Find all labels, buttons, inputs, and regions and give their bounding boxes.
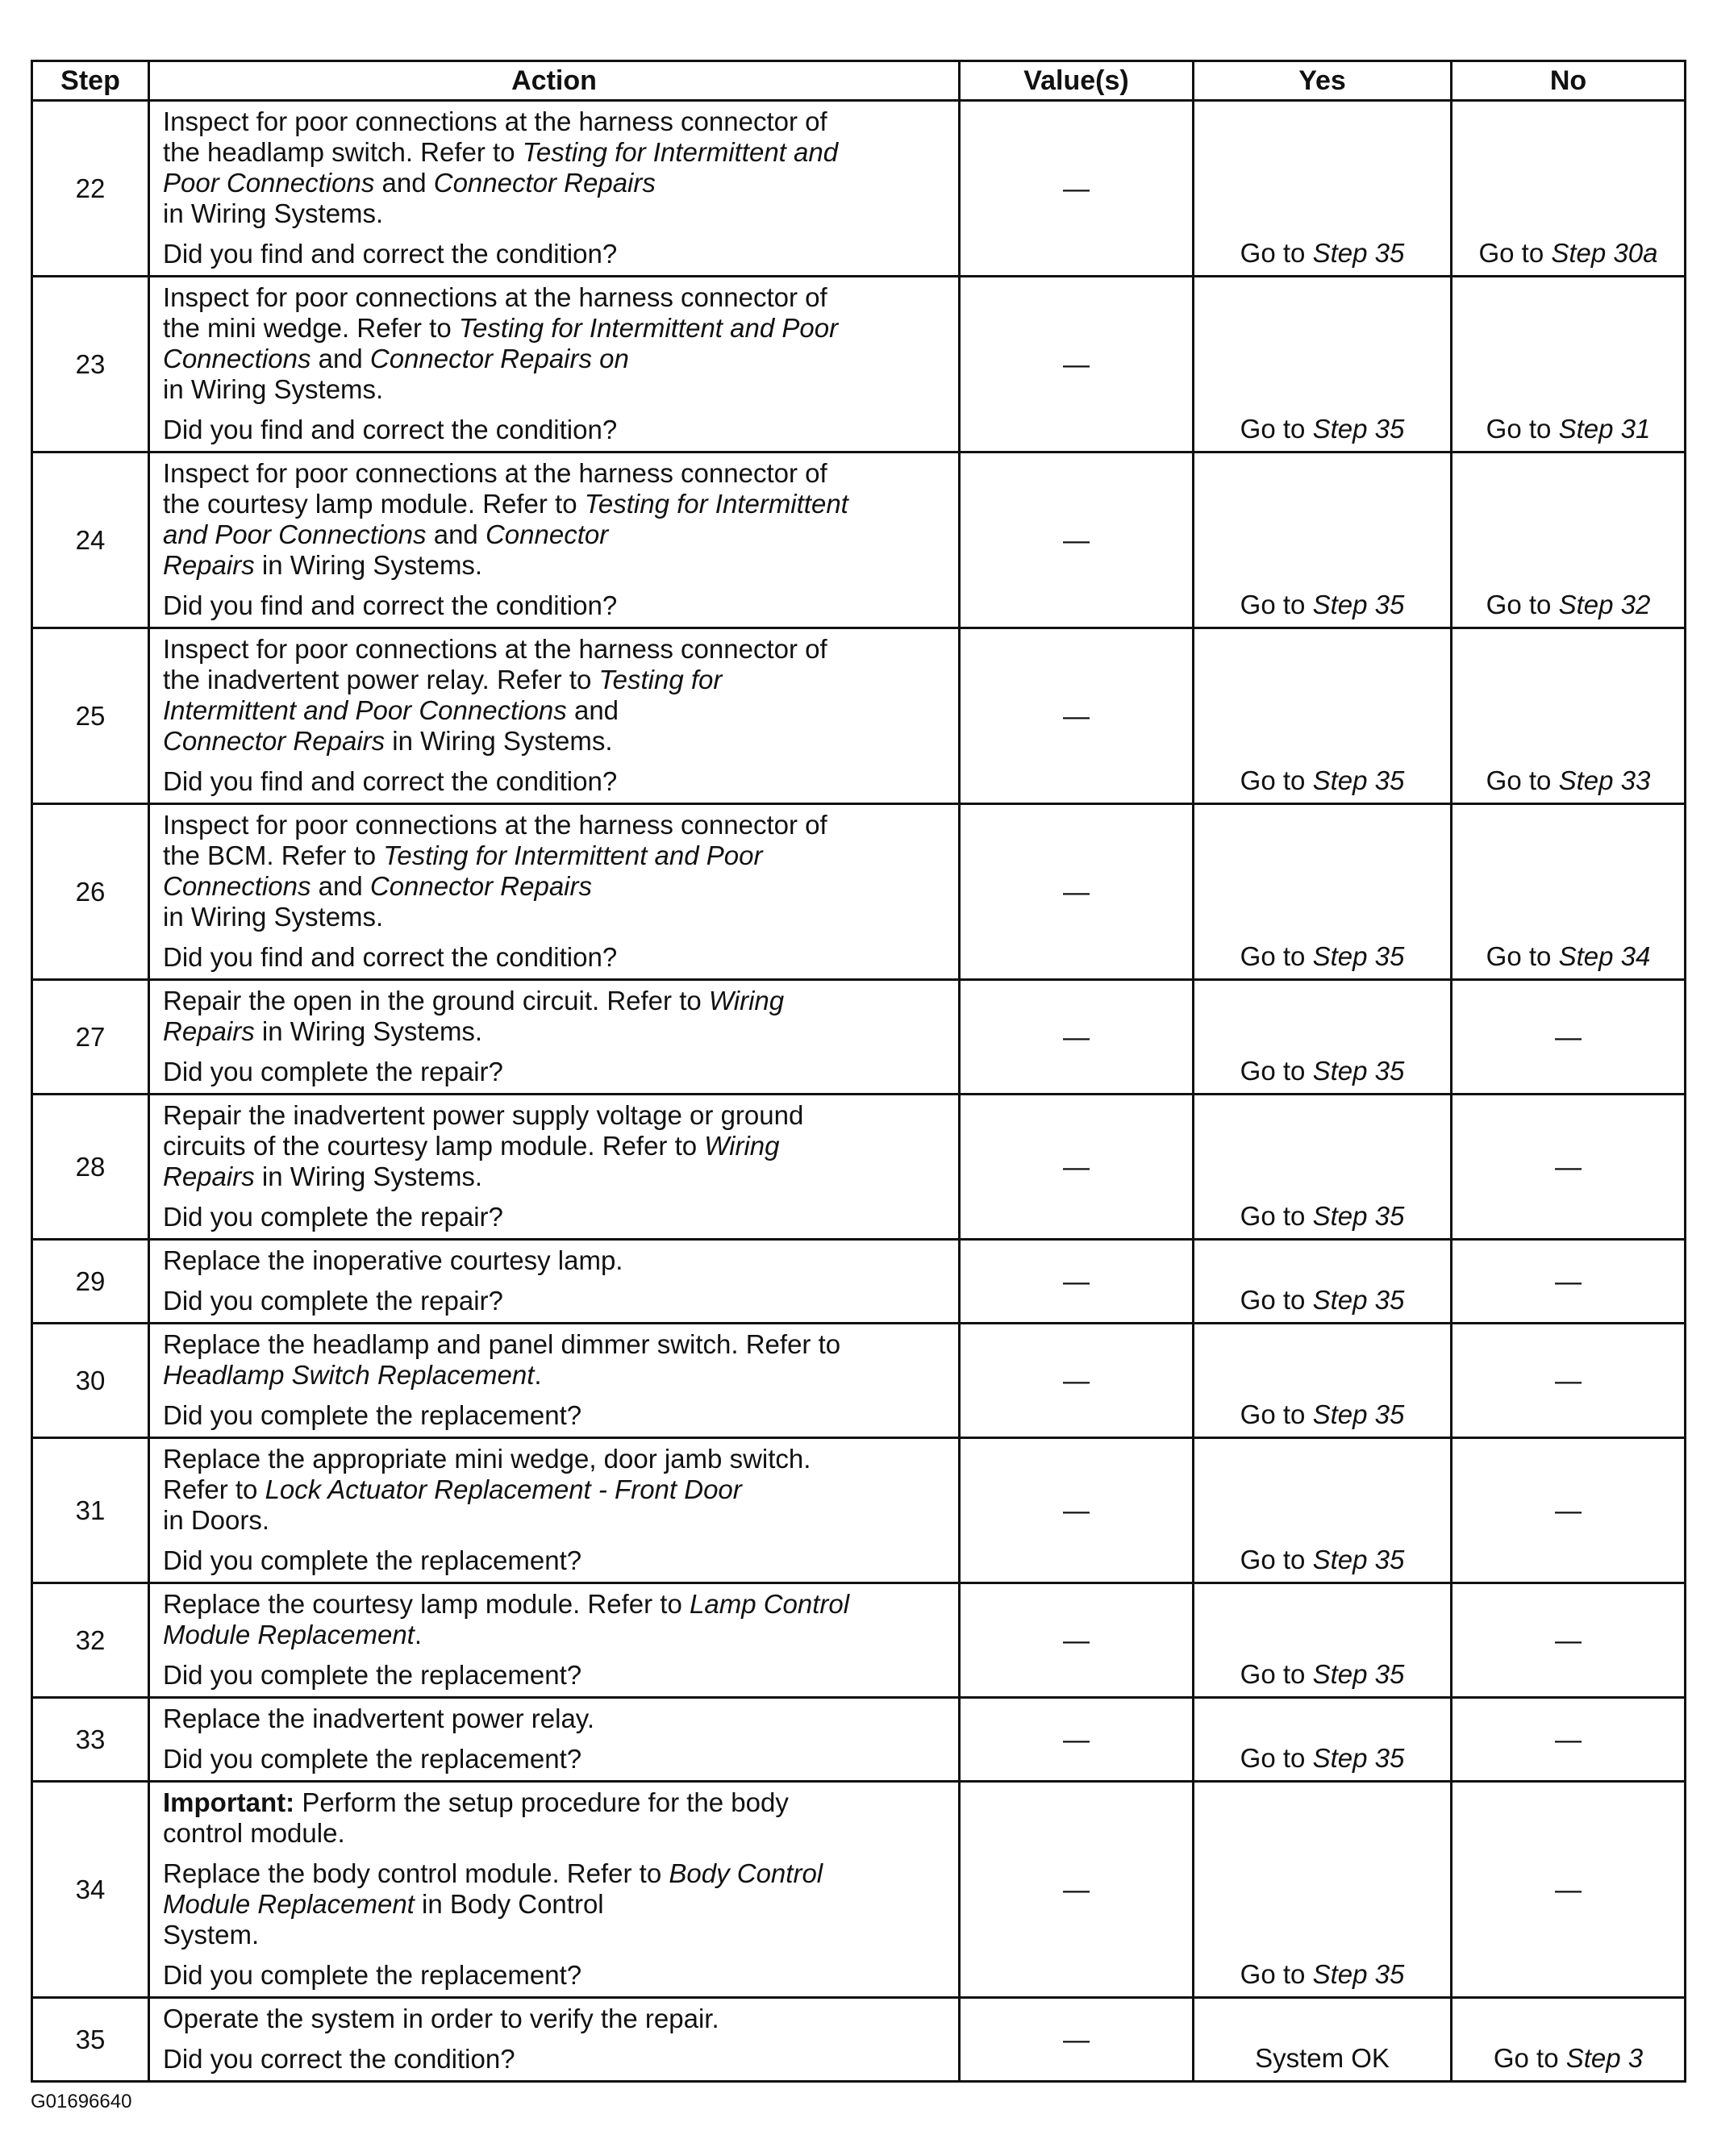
- action-text: Did you find and correct the condition?: [163, 239, 618, 269]
- action-text: and: [426, 519, 486, 549]
- no-cell: —: [1452, 1240, 1686, 1324]
- no-cell: —: [1452, 1324, 1686, 1438]
- action-question: [163, 1660, 950, 1691]
- table-row: [32, 1782, 1686, 1998]
- yes-step-link[interactable]: Step 35: [1312, 1201, 1405, 1231]
- action-cell: [149, 1698, 960, 1782]
- action-text: in Wiring Systems.: [385, 726, 613, 756]
- no-step-link[interactable]: Step 33: [1558, 765, 1651, 795]
- table-row: [32, 101, 1686, 277]
- yes-step-link[interactable]: Step 35: [1312, 1545, 1405, 1574]
- reference-link[interactable]: Module Replacement: [163, 1620, 415, 1649]
- yes-text: Go to: [1240, 1399, 1313, 1429]
- step-number: 34: [32, 1782, 149, 1998]
- action-text: Replace the body control module. Refer to: [163, 1858, 669, 1888]
- step-number: 32: [32, 1583, 149, 1698]
- header-action: Action: [149, 61, 960, 101]
- no-cell: —: [1452, 1698, 1686, 1782]
- no-cell: [1452, 628, 1686, 804]
- value-cell: —: [960, 1583, 1194, 1698]
- value-cell: —: [960, 1998, 1194, 2082]
- action-text: in Doors.: [163, 1505, 270, 1535]
- action-question: [163, 1286, 950, 1316]
- action-text: control module.: [163, 1818, 345, 1848]
- table-row: [32, 1095, 1686, 1240]
- action-question: [163, 1057, 950, 1087]
- yes-text: Go to: [1240, 1959, 1313, 1989]
- step-number: 35: [32, 1998, 149, 2082]
- no-step-link[interactable]: Step 3: [1565, 2043, 1644, 2073]
- action-text: Repair the open in the ground circuit. Refer to: [163, 986, 709, 1015]
- yes-cell: [1194, 804, 1452, 980]
- step-number: 23: [32, 277, 149, 452]
- no-cell: [1452, 1998, 1686, 2082]
- reference-link[interactable]: and Poor Connections: [163, 519, 427, 549]
- action-cell: [149, 804, 960, 980]
- action-paragraph: [163, 810, 950, 932]
- action-text: Replace the inoperative courtesy lamp.: [163, 1245, 623, 1275]
- yes-step-link[interactable]: Step 35: [1312, 1743, 1405, 1773]
- reference-link[interactable]: Repairs: [163, 550, 255, 580]
- table-row: [32, 277, 1686, 452]
- bold-label: Important:: [163, 1787, 295, 1817]
- reference-link[interactable]: Lamp Control: [690, 1589, 850, 1619]
- no-cell: [1452, 452, 1686, 628]
- action-paragraph: [163, 1100, 950, 1192]
- yes-cell: [1194, 1324, 1452, 1438]
- action-cell: [149, 628, 960, 804]
- reference-link[interactable]: Lock Actuator Replacement - Front Door: [265, 1474, 742, 1504]
- action-cell: [149, 1095, 960, 1240]
- action-text: in Wiring Systems.: [254, 1161, 483, 1191]
- no-text: Go to: [1486, 590, 1559, 619]
- no-step-link[interactable]: Step 34: [1558, 941, 1651, 971]
- step-number: 27: [32, 980, 149, 1095]
- action-paragraph: [163, 2004, 950, 2034]
- table-row: [32, 1583, 1686, 1698]
- action-cell: [149, 980, 960, 1095]
- no-cell: —: [1452, 1095, 1686, 1240]
- yes-cell: [1194, 980, 1452, 1095]
- action-text: Did you correct the condition?: [163, 2044, 515, 2074]
- yes-text: Go to: [1240, 765, 1313, 795]
- action-question: [163, 1744, 950, 1774]
- action-paragraph: [163, 1787, 950, 1849]
- no-cell: [1452, 804, 1686, 980]
- action-text: Replace the headlamp and panel dimmer switch. Refer to: [163, 1329, 841, 1359]
- yes-cell: [1194, 628, 1452, 804]
- action-paragraph: [163, 634, 950, 757]
- yes-cell: [1194, 1782, 1452, 1998]
- action-text: Inspect for poor connections at the harness connector of: [163, 282, 827, 312]
- action-text: and: [311, 871, 370, 901]
- yes-text: Go to: [1240, 1659, 1313, 1689]
- action-text: Did you find and correct the condition?: [163, 942, 618, 972]
- no-text: Go to: [1493, 2043, 1566, 2073]
- reference-link[interactable]: Poor Connections: [163, 168, 375, 198]
- yes-text: Go to: [1240, 590, 1313, 619]
- reference-link[interactable]: Wiring: [704, 1131, 780, 1161]
- action-text: Repair the inadvertent power supply voltage or ground: [163, 1100, 804, 1130]
- action-text: Did you complete the repair?: [163, 1202, 503, 1232]
- action-text: Did you complete the repair?: [163, 1057, 503, 1086]
- reference-link[interactable]: Connector: [485, 519, 609, 549]
- table-row: [32, 1324, 1686, 1438]
- action-text: in Wiring Systems.: [254, 550, 483, 580]
- no-text: Go to: [1486, 941, 1559, 971]
- yes-text: Go to: [1240, 1545, 1313, 1574]
- action-text: Did you complete the replacement?: [163, 1744, 582, 1774]
- step-number: 31: [32, 1438, 149, 1583]
- yes-cell: [1194, 1698, 1452, 1782]
- yes-cell: [1194, 1095, 1452, 1240]
- action-text: Inspect for poor connections at the harness connector of: [163, 458, 827, 488]
- action-text: the headlamp switch. Refer to: [163, 137, 523, 167]
- reference-link[interactable]: Connections: [163, 344, 311, 373]
- action-cell: [149, 1438, 960, 1583]
- action-cell: [149, 277, 960, 452]
- action-text: in Wiring Systems.: [163, 902, 384, 932]
- table-row: [32, 1240, 1686, 1324]
- action-text: Perform the setup procedure for the body: [294, 1787, 789, 1817]
- yes-step-link[interactable]: Step 35: [1312, 1056, 1405, 1086]
- action-question: [163, 1960, 950, 1991]
- action-text: Inspect for poor connections at the harness connector of: [163, 106, 827, 136]
- yes-text: Go to: [1240, 414, 1313, 444]
- action-cell: [149, 1583, 960, 1698]
- step-number: 33: [32, 1698, 149, 1782]
- yes-step-link[interactable]: Step 35: [1312, 1399, 1405, 1429]
- no-text: Go to: [1486, 765, 1559, 795]
- yes-cell: [1194, 1583, 1452, 1698]
- no-cell: —: [1452, 1583, 1686, 1698]
- action-question: [163, 1400, 950, 1431]
- value-cell: —: [960, 1240, 1194, 1324]
- yes-cell: [1194, 277, 1452, 452]
- action-paragraph: [163, 1444, 950, 1536]
- value-cell: —: [960, 628, 1194, 804]
- table-row: [32, 452, 1686, 628]
- table-row: [32, 804, 1686, 980]
- reference-link[interactable]: Connector Repairs: [433, 168, 656, 198]
- value-cell: —: [960, 101, 1194, 277]
- action-paragraph: [163, 1589, 950, 1650]
- no-step-link[interactable]: Step 32: [1558, 590, 1651, 619]
- reference-link[interactable]: Testing for Intermittent and: [522, 137, 839, 167]
- table-row: [32, 1998, 1686, 2082]
- no-cell: —: [1452, 1782, 1686, 1998]
- action-text: Inspect for poor connections at the harness connector of: [163, 810, 827, 840]
- action-question: [163, 766, 950, 797]
- value-cell: —: [960, 1324, 1194, 1438]
- table-row: [32, 980, 1686, 1095]
- action-question: [163, 415, 950, 445]
- yes-step-link[interactable]: Step 35: [1312, 1285, 1405, 1315]
- table-row: [32, 628, 1686, 804]
- value-cell: —: [960, 1698, 1194, 1782]
- action-text: and: [566, 695, 619, 725]
- action-paragraph: [163, 458, 950, 581]
- action-text: and: [311, 344, 370, 373]
- table-header-row: [32, 61, 1686, 101]
- reference-link[interactable]: Connector Repairs: [163, 726, 386, 756]
- action-cell: [149, 1998, 960, 2082]
- step-number: 25: [32, 628, 149, 804]
- reference-link[interactable]: Connector Repairs: [369, 871, 592, 901]
- yes-step-link[interactable]: Step 35: [1312, 590, 1405, 619]
- action-paragraph: [163, 106, 950, 229]
- yes-text: Go to: [1240, 238, 1313, 268]
- yes-cell: [1194, 101, 1452, 277]
- reference-link[interactable]: Testing for: [598, 665, 723, 694]
- reference-link[interactable]: Intermittent and Poor Connections: [163, 695, 567, 725]
- action-text: Did you complete the replacement?: [163, 1545, 582, 1575]
- header-yes: Yes: [1194, 61, 1452, 101]
- yes-step-link[interactable]: Step 35: [1312, 238, 1405, 268]
- yes-step-link[interactable]: Step 35: [1312, 1959, 1405, 1989]
- action-text: in Body Control: [414, 1889, 604, 1919]
- figure-id: G01696640: [31, 2091, 132, 2112]
- reference-link[interactable]: Repairs: [163, 1161, 255, 1191]
- value-cell: —: [960, 452, 1194, 628]
- diagnostic-steps-table: [31, 60, 1686, 2083]
- no-text: Go to: [1486, 414, 1559, 444]
- yes-step-link[interactable]: Step 35: [1312, 941, 1405, 971]
- action-cell: [149, 1324, 960, 1438]
- action-text: the BCM. Refer to: [163, 840, 384, 870]
- table-row: [32, 1438, 1686, 1583]
- action-text: Did you find and correct the condition?: [163, 415, 618, 444]
- yes-step-link[interactable]: Step 35: [1312, 414, 1405, 444]
- header-values: Value(s): [960, 61, 1194, 101]
- action-paragraph: [163, 282, 950, 405]
- action-paragraph: [163, 1329, 950, 1391]
- action-cell: [149, 1240, 960, 1324]
- no-text: Go to: [1478, 238, 1552, 268]
- action-text: Did you find and correct the condition?: [163, 590, 618, 620]
- header-step: Step: [32, 61, 149, 101]
- action-question: [163, 590, 950, 621]
- action-text: the inadvertent power relay. Refer to: [163, 665, 599, 694]
- action-text: Operate the system in order to verify the repair.: [163, 2004, 719, 2033]
- yes-cell: [1194, 1998, 1452, 2082]
- value-cell: —: [960, 980, 1194, 1095]
- no-step-link[interactable]: Step 30a: [1551, 238, 1658, 268]
- reference-link[interactable]: Testing for Intermittent and Poor: [458, 313, 839, 343]
- reference-link[interactable]: Connections: [163, 871, 311, 901]
- action-text: Refer to: [163, 1474, 265, 1504]
- yes-text: Go to: [1240, 1056, 1313, 1086]
- yes-text: Go to: [1240, 1285, 1313, 1315]
- action-question: [163, 1545, 950, 1576]
- action-text: in Wiring Systems.: [163, 198, 384, 228]
- action-question: [163, 942, 950, 973]
- action-text: the mini wedge. Refer to: [163, 313, 459, 343]
- action-text: Did you complete the repair?: [163, 1286, 503, 1316]
- yes-text: System OK: [1255, 2043, 1390, 2073]
- action-text: Replace the inadvertent power relay.: [163, 1704, 595, 1733]
- action-question: [163, 1202, 950, 1232]
- no-cell: [1452, 101, 1686, 277]
- action-cell: [149, 101, 960, 277]
- action-text: .: [534, 1360, 542, 1390]
- step-number: 28: [32, 1095, 149, 1240]
- yes-cell: [1194, 452, 1452, 628]
- action-text: Did you complete the replacement?: [163, 1960, 582, 1990]
- step-number: 26: [32, 804, 149, 980]
- action-paragraph: [163, 1245, 950, 1276]
- action-text: Replace the courtesy lamp module. Refer to: [163, 1589, 690, 1619]
- diagnostic-table-container: [31, 60, 1684, 2083]
- table-row: [32, 1698, 1686, 1782]
- action-text: Did you find and correct the condition?: [163, 766, 618, 796]
- value-cell: —: [960, 804, 1194, 980]
- yes-cell: [1194, 1438, 1452, 1583]
- reference-link[interactable]: Wiring: [708, 986, 785, 1015]
- reference-link[interactable]: Connector Repairs on: [369, 344, 629, 373]
- reference-link[interactable]: Module Replacement: [163, 1889, 415, 1919]
- action-paragraph: [163, 1858, 950, 1950]
- action-cell: [149, 1782, 960, 1998]
- header-no: No: [1452, 61, 1686, 101]
- yes-text: Go to: [1240, 1743, 1313, 1773]
- reference-link[interactable]: Body Control: [669, 1858, 823, 1888]
- no-cell: —: [1452, 1438, 1686, 1583]
- step-number: 30: [32, 1324, 149, 1438]
- value-cell: —: [960, 1095, 1194, 1240]
- yes-cell: [1194, 1240, 1452, 1324]
- action-paragraph: [163, 1704, 950, 1734]
- value-cell: —: [960, 277, 1194, 452]
- action-text: Did you complete the replacement?: [163, 1660, 582, 1690]
- reference-link[interactable]: Testing for Intermittent: [584, 489, 848, 519]
- action-text: in Wiring Systems.: [163, 374, 384, 404]
- action-text: Inspect for poor connections at the harness connector of: [163, 634, 827, 664]
- action-text: Replace the appropriate mini wedge, door jamb switch.: [163, 1444, 811, 1474]
- step-number: 22: [32, 101, 149, 277]
- reference-link[interactable]: Repairs: [163, 1016, 255, 1046]
- step-number: 24: [32, 452, 149, 628]
- value-cell: —: [960, 1782, 1194, 1998]
- action-paragraph: [163, 986, 950, 1047]
- reference-link[interactable]: Testing for Intermittent and Poor: [383, 840, 763, 870]
- action-text: Did you complete the replacement?: [163, 1400, 582, 1430]
- action-text: System.: [163, 1920, 260, 1950]
- no-cell: —: [1452, 980, 1686, 1095]
- step-number: 29: [32, 1240, 149, 1324]
- action-text: circuits of the courtesy lamp module. Refer to: [163, 1131, 705, 1161]
- yes-text: Go to: [1240, 941, 1313, 971]
- yes-step-link[interactable]: Step 35: [1312, 765, 1405, 795]
- yes-step-link[interactable]: Step 35: [1312, 1659, 1405, 1689]
- action-text: the courtesy lamp module. Refer to: [163, 489, 585, 519]
- action-text: in Wiring Systems.: [254, 1016, 483, 1046]
- no-step-link[interactable]: Step 31: [1558, 414, 1651, 444]
- table-body: [32, 101, 1686, 2082]
- action-question: [163, 239, 950, 269]
- yes-text: Go to: [1240, 1201, 1313, 1231]
- value-cell: —: [960, 1438, 1194, 1583]
- action-text: .: [414, 1620, 423, 1649]
- reference-link[interactable]: Headlamp Switch Replacement: [163, 1360, 535, 1390]
- action-text: and: [374, 168, 434, 198]
- action-cell: [149, 452, 960, 628]
- action-question: [163, 2044, 950, 2075]
- no-cell: [1452, 277, 1686, 452]
